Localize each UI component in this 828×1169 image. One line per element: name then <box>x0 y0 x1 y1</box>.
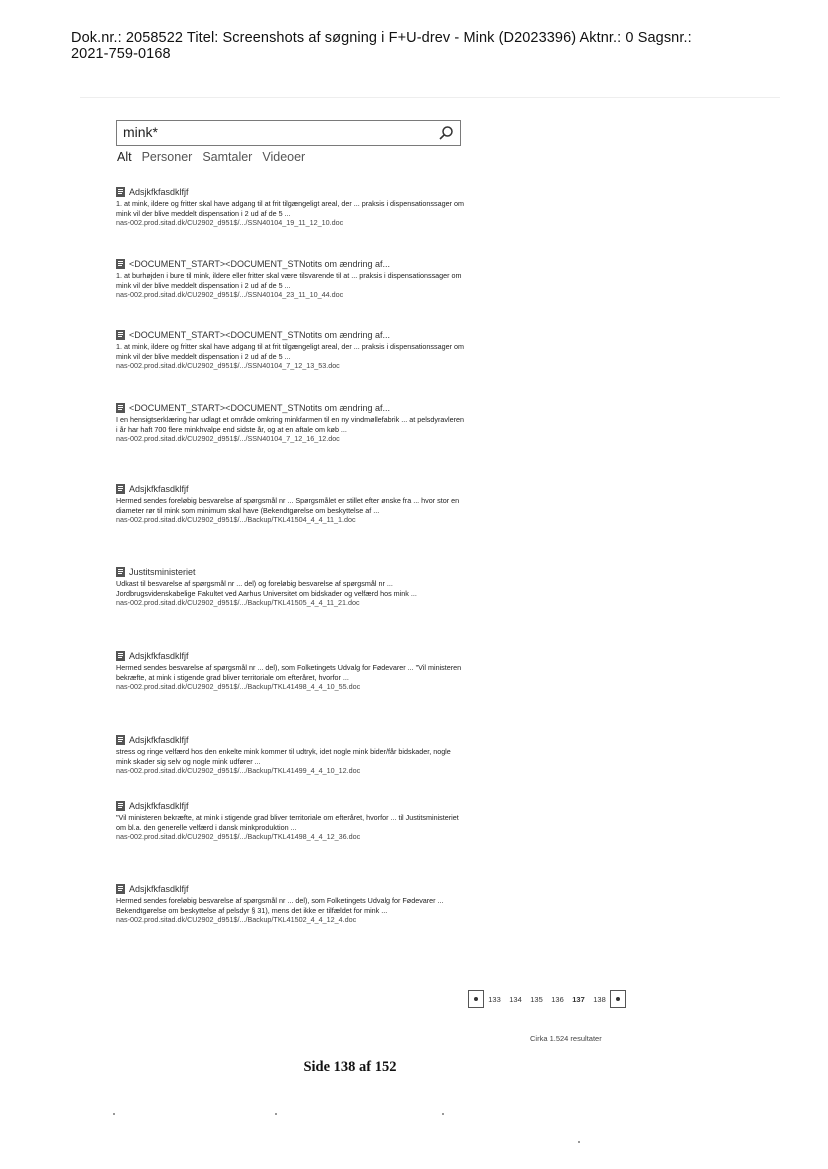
result-snippet: Hermed sendes foreløbig besvarelse af spørgsmål nr ... Spørgsmålet er stillet efter ønske fra ... hvor stor en diameter rør til mink som minimum skal have (Bekendtgørelse om beskyttelse af ... <box>116 496 460 515</box>
page-link-133[interactable]: 133 <box>488 994 501 1004</box>
result-title-row[interactable] <box>116 800 466 812</box>
word-document-icon <box>116 651 125 661</box>
prev-page-icon <box>473 996 479 1002</box>
document-header <box>71 30 791 62</box>
result-path: nas-002.prod.sitad.dk/CU2902_d951$/.../Backup/TKL41505_4_4_11_21.doc <box>116 598 360 607</box>
result-title-row[interactable] <box>116 258 466 270</box>
word-document-icon <box>116 735 125 745</box>
document-header-line2: 2021-759-0168 <box>71 46 171 62</box>
result-item[interactable] <box>116 483 466 525</box>
tab-personer[interactable]: Personer <box>141 150 193 164</box>
page-link-135[interactable]: 135 <box>530 994 543 1004</box>
scan-speck <box>578 1141 580 1143</box>
result-path: nas-002.prod.sitad.dk/CU2902_d951$/.../SSN40104_7_12_13_53.doc <box>116 361 340 370</box>
result-title-row[interactable] <box>116 883 466 895</box>
result-title[interactable]: <DOCUMENT_START><DOCUMENT_STNotits om ændring af... <box>129 403 390 413</box>
result-title[interactable]: Adsjkfkfasdklfjf <box>129 651 189 661</box>
word-document-icon <box>116 484 125 494</box>
result-title-row[interactable] <box>116 402 466 414</box>
result-title-row[interactable] <box>116 734 466 746</box>
scan-divider <box>80 97 780 98</box>
pagination <box>468 990 626 1008</box>
word-document-icon <box>116 259 125 269</box>
result-item[interactable] <box>116 566 466 608</box>
result-snippet: 1. at mink, ildere og fritter skal have adgang til at frit tilgængeligt areal, der ... praksis i dispensationssager om mink vil der blive meddelt dispensation i 2 ud af de 5 ... <box>116 342 464 361</box>
result-item[interactable] <box>116 734 466 776</box>
result-path: nas-002.prod.sitad.dk/CU2902_d951$/.../Backup/TKL41498_4_4_10_55.doc <box>116 682 361 691</box>
result-title[interactable]: Adsjkfkfasdklfjf <box>129 484 189 494</box>
result-snippet: Udkast til besvarelse af spørgsmål nr ... del) og foreløbig besvarelse af spørgsmål nr ... Jordbrugsvidenskabelige Fakultet ved Aarhus Universitet om bidskader og velfærd hos mink ... <box>116 579 417 598</box>
result-title[interactable]: Justitsministeriet <box>129 567 196 577</box>
search-icon[interactable] <box>438 125 454 141</box>
scan-speck <box>275 1113 277 1115</box>
result-title[interactable]: Adsjkfkfasdklfjf <box>129 735 189 745</box>
result-item[interactable] <box>116 329 466 371</box>
result-item[interactable] <box>116 186 466 228</box>
result-snippet: I en hensigtserklæring har udlagt et område omkring minkfarmen til en ny vindmøllefabrik ... at pelsdyravleren i år har haft 700 flere minkhvalpe end sidste år, og at en aftale om køb ... <box>116 415 464 434</box>
search-box[interactable] <box>116 120 461 146</box>
result-snippet: 1. at mink, ildere og fritter skal have adgang til at frit tilgængeligt areal, der ... praksis i dispensationssager om mink vil der blive meddelt dispensation i 2 ud af de 5 ... <box>116 199 464 218</box>
result-path: nas-002.prod.sitad.dk/CU2902_d951$/.../Backup/TKL41499_4_4_10_12.doc <box>116 766 361 775</box>
result-title[interactable]: Adsjkfkfasdklfjf <box>129 884 189 894</box>
page-link-137[interactable]: 137 <box>572 994 585 1004</box>
result-snippet: 1. at burhøjden i bure til mink, ildere eller fritter skal være tilsvarende til at ... praksis i dispensationssager om mink vil der blive meddelt dispensation i 2 ud af de 5 ... <box>116 271 462 290</box>
result-title-row[interactable] <box>116 483 466 495</box>
word-document-icon <box>116 403 125 413</box>
word-document-icon <box>116 884 125 894</box>
word-document-icon <box>116 801 125 811</box>
result-snippet: Hermed sendes foreløbig besvarelse af spørgsmål nr ... del), som Folketingets Udvalg for Fødevarer ... Bekendtgørelse om beskyttelse af pelsdyr § 31), mens det ikke er tilfældet for mink ... <box>116 896 444 915</box>
result-title-row[interactable] <box>116 329 466 341</box>
result-title[interactable]: Adsjkfkfasdklfjf <box>129 187 189 197</box>
tab-alt[interactable]: Alt <box>117 150 132 164</box>
result-title-row[interactable] <box>116 186 466 198</box>
tab-videoer[interactable]: Videoer <box>262 150 306 164</box>
result-item[interactable] <box>116 402 466 444</box>
next-page-icon <box>615 996 621 1002</box>
filter-tabs <box>117 150 305 164</box>
result-item[interactable] <box>116 258 466 300</box>
page-link-134[interactable]: 134 <box>509 994 522 1004</box>
result-path: nas-002.prod.sitad.dk/CU2902_d951$/.../Backup/TKL41498_4_4_12_36.doc <box>116 832 361 841</box>
result-title-row[interactable] <box>116 650 466 662</box>
result-title[interactable]: <DOCUMENT_START><DOCUMENT_STNotits om ændring af... <box>129 330 390 340</box>
result-title[interactable]: <DOCUMENT_START><DOCUMENT_STNotits om ændring af... <box>129 259 390 269</box>
word-document-icon <box>116 330 125 340</box>
result-snippet: "Vil ministeren bekræfte, at mink i stigende grad bliver territoriale om efteråret, hvorfor ... til Justitsministeriet om bl.a. den generelle velfærd i dansk minkproduktion ... <box>116 813 459 832</box>
page-link-138[interactable]: 138 <box>593 994 606 1004</box>
page-footer: Side 138 af 152 <box>303 1059 397 1075</box>
scan-speck <box>113 1113 115 1115</box>
result-path: nas-002.prod.sitad.dk/CU2902_d951$/.../Backup/TKL41504_4_4_11_1.doc <box>116 515 356 524</box>
result-item[interactable] <box>116 650 466 692</box>
result-item[interactable] <box>116 800 466 842</box>
result-snippet: stress og ringe velfærd hos den enkelte mink kommer til udtryk, idet nogle mink bider/får bidskader, nogle mink skader sig selv og nogle mink udfører ... <box>116 747 451 766</box>
page-link-136[interactable]: 136 <box>551 994 564 1004</box>
next-page-button[interactable] <box>610 990 626 1008</box>
word-document-icon <box>116 187 125 197</box>
results-count: Cirka 1.524 resultater <box>530 1034 602 1043</box>
result-path: nas-002.prod.sitad.dk/CU2902_d951$/.../SSN40104_7_12_16_12.doc <box>116 434 340 443</box>
result-path: nas-002.prod.sitad.dk/CU2902_d951$/.../Backup/TKL41502_4_4_12_4.doc <box>116 915 357 924</box>
word-document-icon <box>116 567 125 577</box>
result-snippet: Hermed sendes besvarelse af spørgsmål nr ... del), som Folketingets Udvalg for Fødevarer ... "Vil ministeren bekræfte, at mink i stigende grad bliver territoriale om efteråret, hvorfor ... <box>116 663 462 682</box>
document-header-line1: Dok.nr.: 2058522 Titel: Screenshots af søgning i F+U-drev - Mink (D2023396) Aktnr.: 0 Sagsnr.: <box>71 30 692 46</box>
prev-page-button[interactable] <box>468 990 484 1008</box>
search-input[interactable]: mink* <box>123 124 159 140</box>
result-title[interactable]: Adsjkfkfasdklfjf <box>129 801 189 811</box>
scan-speck <box>442 1113 444 1115</box>
tab-samtaler[interactable]: Samtaler <box>202 150 253 164</box>
result-title-row[interactable] <box>116 566 466 578</box>
result-path: nas-002.prod.sitad.dk/CU2902_d951$/.../SSN40104_23_11_10_44.doc <box>116 290 344 299</box>
result-item[interactable] <box>116 883 466 925</box>
result-path: nas-002.prod.sitad.dk/CU2902_d951$/.../SSN40104_19_11_12_10.doc <box>116 218 344 227</box>
